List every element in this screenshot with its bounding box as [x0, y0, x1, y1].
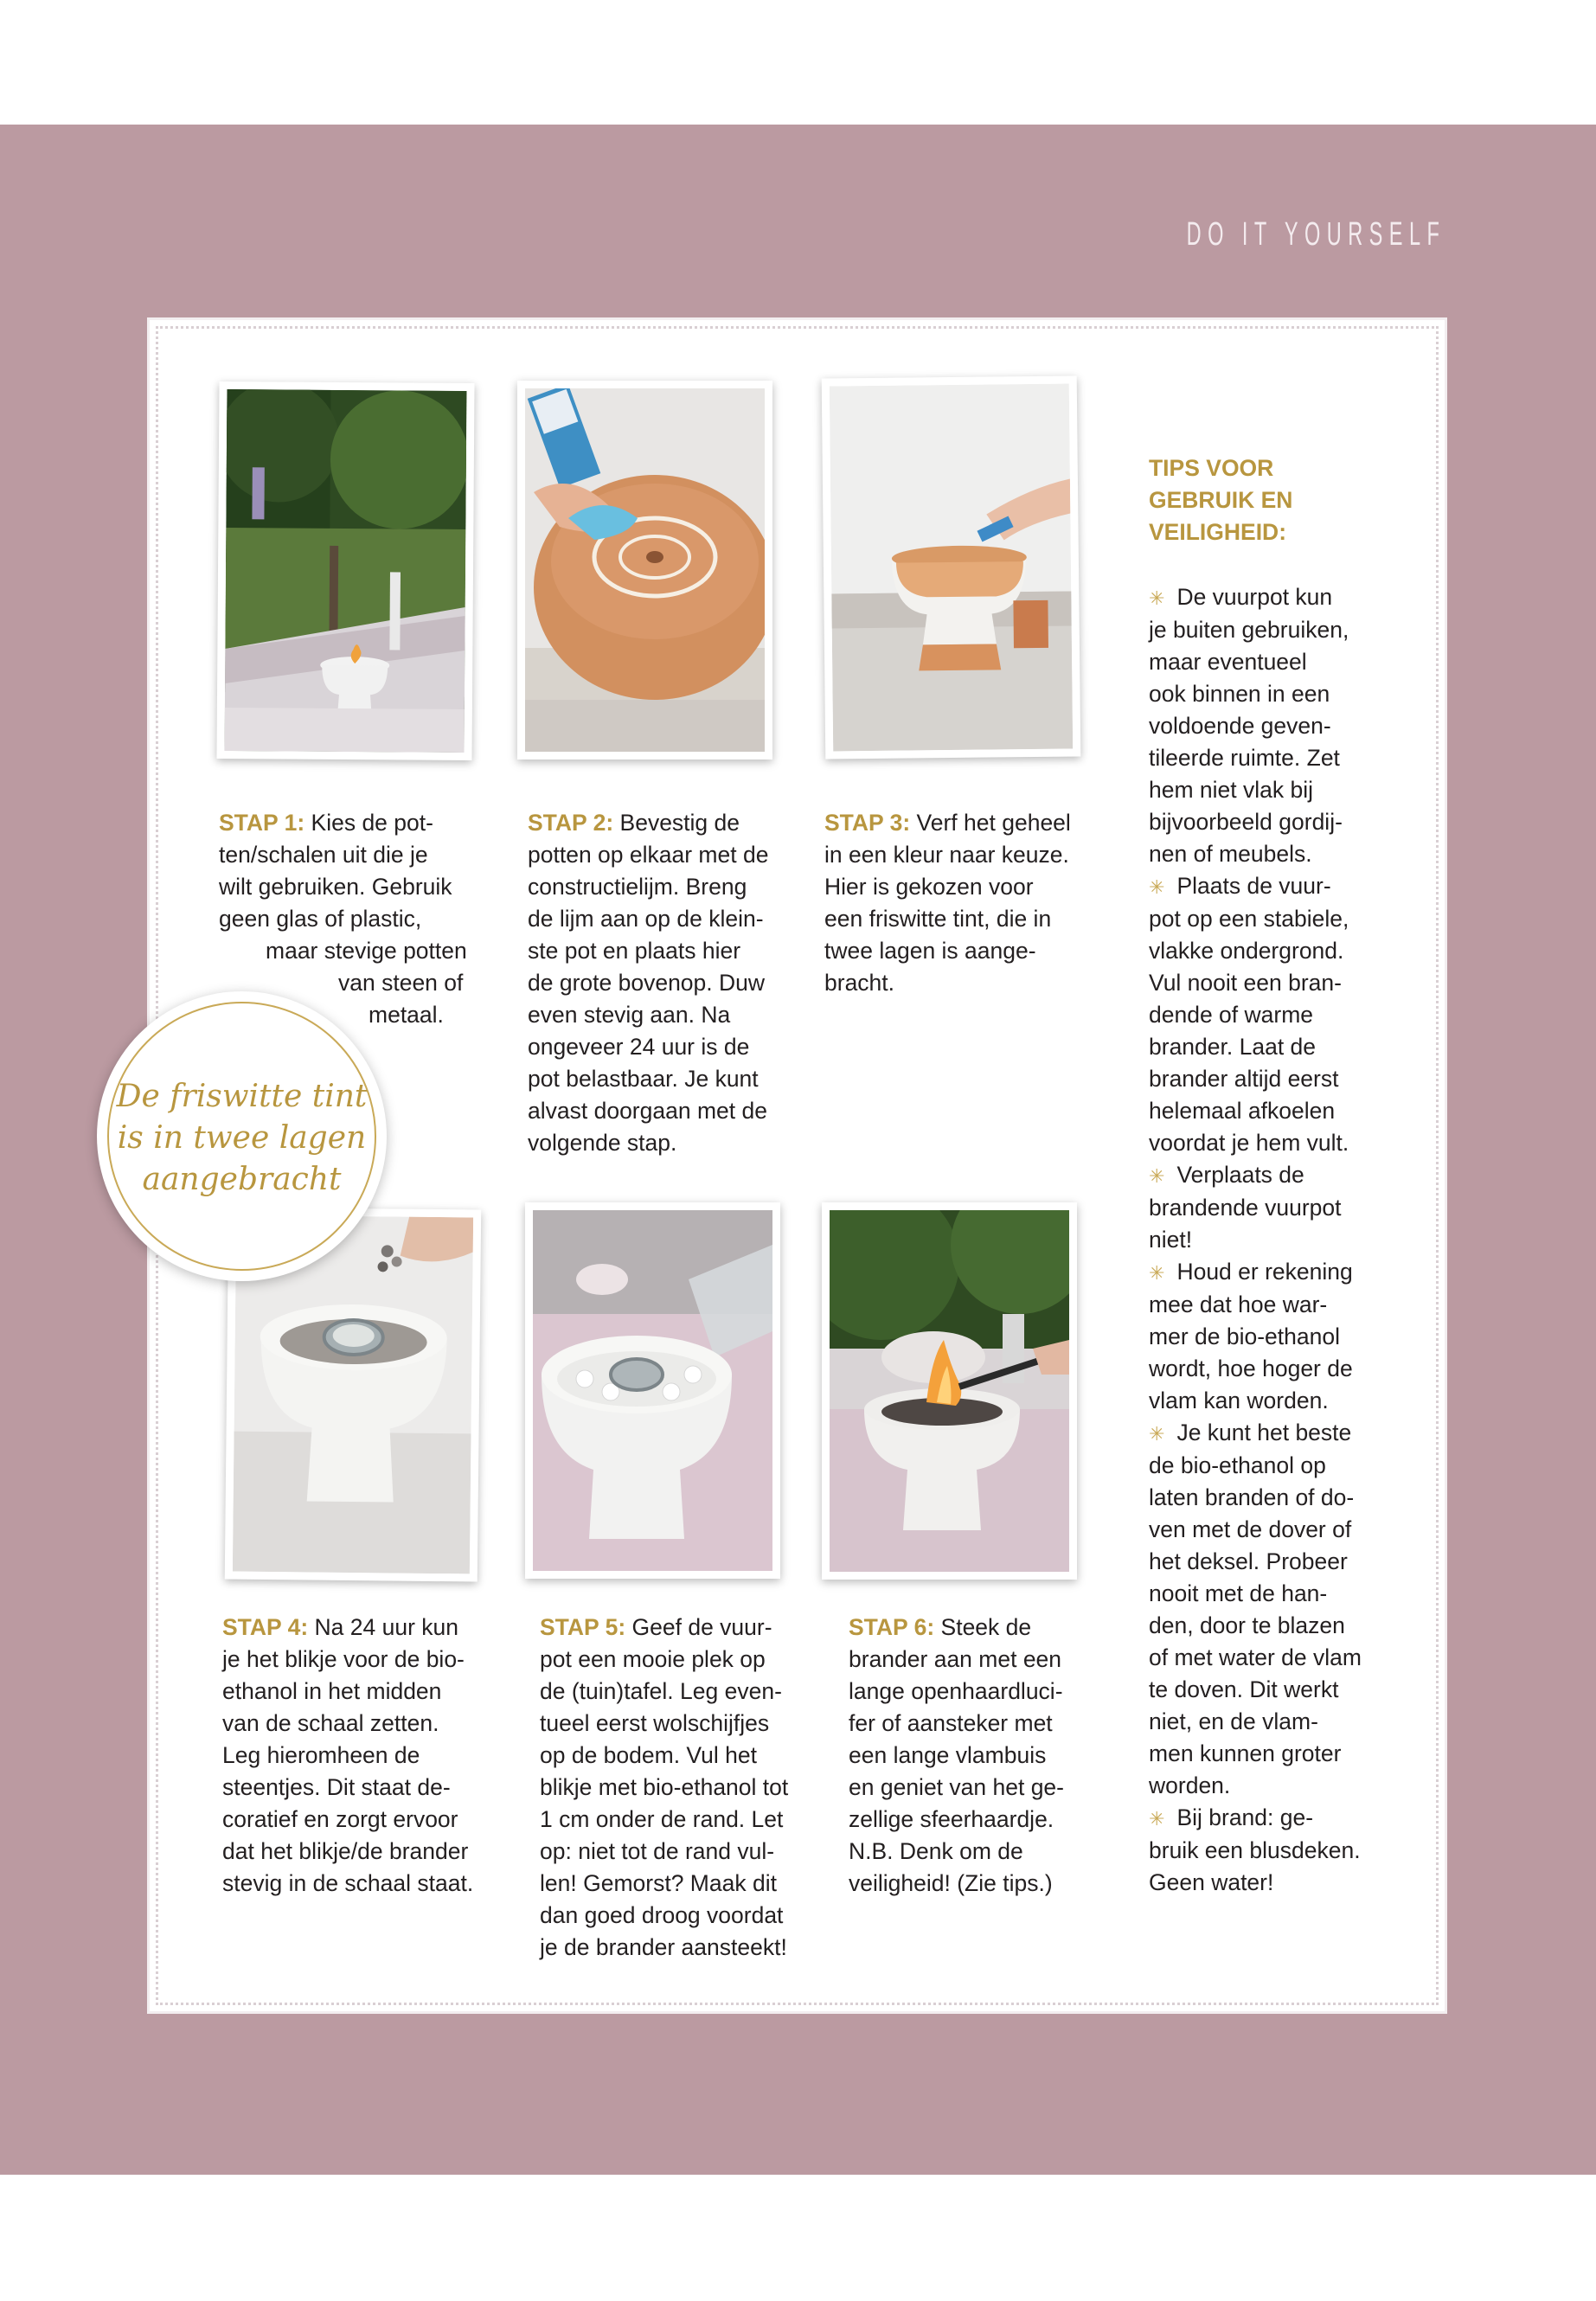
step-line: in een kleur naar keuze. [824, 842, 1069, 868]
step-line: fer of aansteker met [849, 1710, 1053, 1736]
asterisk-icon: ✳ [1149, 1808, 1165, 1830]
tip-item: ✳ Houd er rekening mee dat hoe war- mer de bio-ethanol wordt, hoe hoger de vlam kan worden. [1149, 1259, 1353, 1413]
step-line: en geniet van het ge- [849, 1774, 1064, 1800]
step-line: ongeveer 24 uur is de [528, 1034, 750, 1060]
tips-title-line: TIPS VOOR [1149, 455, 1274, 481]
step-line: STAP 1: Kies de pot- [219, 810, 433, 836]
photo-step-3 [822, 375, 1081, 759]
pull-quote-line: aangebracht [142, 1162, 342, 1197]
step-line: maar stevige potten [266, 938, 467, 964]
step-line: een friswitte tint, die in [824, 906, 1052, 932]
step-line: steentjes. Dit staat de- [222, 1774, 451, 1800]
step-line: je het blikje voor de bio- [222, 1646, 465, 1672]
photo-step-6-image [830, 1210, 1069, 1572]
step-line: dat het blikje/de brander [222, 1838, 469, 1864]
step-line: twee lagen is aange- [824, 938, 1036, 964]
pull-quote-text [97, 1076, 387, 1201]
step-4-text [222, 1612, 508, 1900]
asterisk-icon: ✳ [1149, 876, 1165, 898]
step-2-text [528, 807, 804, 1159]
step-line: STAP 4: Na 24 uur kun [222, 1614, 458, 1640]
tips-title [1149, 452, 1391, 548]
step-1-text [219, 807, 496, 1031]
step-line: constructielijm. Breng [528, 874, 747, 900]
step-line: geen glas of plastic, [219, 906, 422, 932]
step-line: op de bodem. Vul het [540, 1742, 757, 1768]
step-line: de (tuin)tafel. Leg even- [540, 1678, 782, 1704]
step-line: de grote bovenop. Duw [528, 970, 766, 996]
section-label: DO IT YOURSELF [1186, 216, 1445, 253]
step-line: je de brander aansteekt! [540, 1934, 787, 1960]
step-line: pot een mooie plek op [540, 1646, 766, 1672]
step-label: STAP 3: [824, 810, 911, 836]
pull-quote [97, 991, 387, 1281]
pull-quote-line: De friswitte tint [116, 1079, 368, 1114]
photo-step-6 [822, 1202, 1077, 1580]
photo-step-1-image [225, 389, 467, 753]
step-line: op: niet tot de rand vul- [540, 1838, 775, 1864]
step-line: 1 cm onder de rand. Let [540, 1806, 784, 1832]
step-line: STAP 2: Bevestig de [528, 810, 740, 836]
asterisk-icon: ✳ [1149, 587, 1165, 609]
photo-step-1 [216, 381, 474, 760]
tips-title-line: GEBRUIK EN [1149, 487, 1293, 513]
step-line: len! Gemorst? Maak dit [540, 1870, 777, 1896]
step-line: de lijm aan op de klein- [528, 906, 764, 932]
step-line: Leg hieromheen de [222, 1742, 420, 1768]
step-label: STAP 2: [528, 810, 614, 836]
step-line: bracht. [824, 970, 895, 996]
step-line: ethanol in het midden [222, 1678, 442, 1704]
step-line: tueel eerst wolschijfjes [540, 1710, 770, 1736]
step-line: ten/schalen uit die je [219, 842, 428, 868]
step-3-text [824, 807, 1110, 999]
step-line: zellige sfeerhaardje. [849, 1806, 1054, 1832]
step-line: STAP 6: Steek de [849, 1614, 1032, 1640]
tip-item: ✳ Verplaats de brandende vuurpot niet! [1149, 1162, 1342, 1253]
step-line: veiligheid! (Zie tips.) [849, 1870, 1053, 1896]
asterisk-icon: ✳ [1149, 1165, 1165, 1187]
step-line: pot belastbaar. Je kunt [528, 1066, 759, 1092]
step-line: brander aan met een [849, 1646, 1062, 1672]
photo-step-3-image [830, 384, 1073, 752]
step-line: van de schaal zetten. [222, 1710, 439, 1736]
step-line: STAP 5: Geef de vuur- [540, 1614, 772, 1640]
step-6-text [849, 1612, 1125, 1900]
step-line: lange openhaardluci- [849, 1678, 1063, 1704]
step-line: een lange vlambuis [849, 1742, 1047, 1768]
step-label: STAP 4: [222, 1614, 309, 1640]
step-line: metaal. [369, 1002, 444, 1028]
tip-item: ✳ De vuurpot kun je buiten gebruiken, maar eventueel ook binnen in een voldoende geven- tileerde ruimte. Zet hem niet vlak bij bijvoorbeeld gordij- nen of meubels. [1149, 584, 1349, 867]
step-label: STAP 6: [849, 1614, 935, 1640]
asterisk-icon: ✳ [1149, 1423, 1165, 1445]
photo-step-2 [517, 381, 772, 760]
step-line: Hier is gekozen voor [824, 874, 1034, 900]
step-line: STAP 3: Verf het geheel [824, 810, 1071, 836]
step-5-text [540, 1612, 825, 1964]
tip-item: ✳ Je kunt het beste de bio-ethanol op laten branden of do- ven met de dover of het deksel. Probeer nooit met de han- den, door te blazen of met water de vlam te doven. Dit werkt niet, en de vlam- men kunnen groter worden. [1149, 1420, 1362, 1798]
step-label: STAP 1: [219, 810, 305, 836]
step-line: wilt gebruiken. Gebruik [219, 874, 452, 900]
tips-column [1149, 452, 1391, 1899]
photo-step-5 [525, 1202, 780, 1579]
step-line: blikje met bio-ethanol tot [540, 1774, 789, 1800]
step-line: even stevig aan. Na [528, 1002, 731, 1028]
step-label: STAP 5: [540, 1614, 626, 1640]
step-line: volgende stap. [528, 1130, 677, 1156]
tip-item: ✳ Plaats de vuur- pot op een stabiele, vlakke ondergrond. Vul nooit een bran- dende of warme brander. Laat de brander altijd eerst helemaal afkoelen voordat je hem vult. [1149, 873, 1349, 1156]
tip-item: ✳ Bij brand: ge- bruik een blusdeken. Geen water! [1149, 1804, 1361, 1895]
pull-quote-line: is in twee lagen [117, 1120, 367, 1156]
photo-step-2-image [525, 388, 765, 752]
step-line: N.B. Denk om de [849, 1838, 1023, 1864]
step-line: stevig in de schaal staat. [222, 1870, 474, 1896]
photo-step-5-image [533, 1210, 772, 1571]
step-line: van steen of [338, 970, 464, 996]
step-line: alvast doorgaan met de [528, 1098, 767, 1124]
asterisk-icon: ✳ [1149, 1262, 1165, 1284]
step-line: dan goed droog voordat [540, 1902, 784, 1928]
step-line: ste pot en plaats hier [528, 938, 741, 964]
step-line: coratief en zorgt ervoor [222, 1806, 458, 1832]
step-line: potten op elkaar met de [528, 842, 769, 868]
tips-title-line: VEILIGHEID: [1149, 519, 1287, 545]
